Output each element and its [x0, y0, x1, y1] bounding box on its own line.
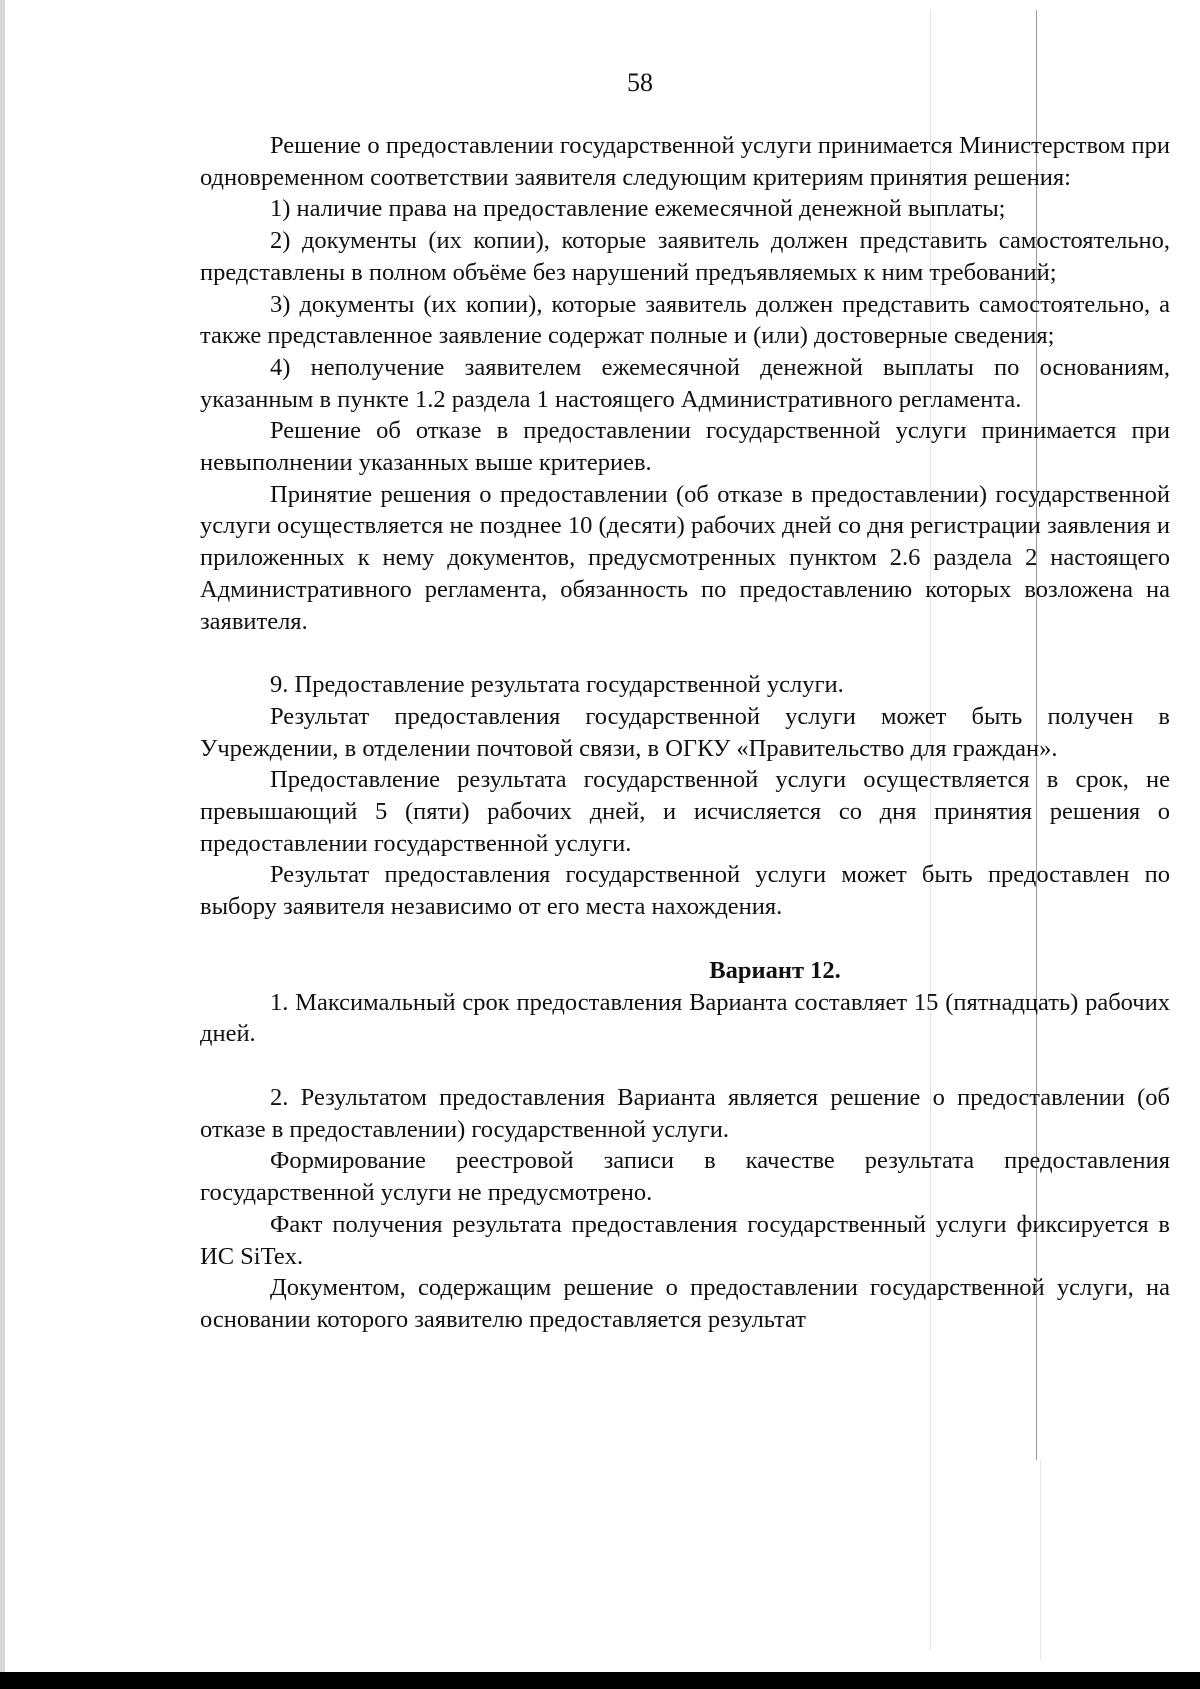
scan-bottom-border	[0, 1672, 1200, 1689]
paragraph: Формирование реестровой записи в качестве результата предоставления государственной услуги не предусмотрено.	[200, 1147, 1170, 1207]
paragraph: Результат предоставления государственной услуги может быть получен в Учреждении, в отделении почтовой связи, в ОГКУ «Правительство для граждан».	[200, 702, 1170, 762]
document-body	[200, 130, 1170, 1336]
paragraph: Принятие решения о предоставлении (об отказе в предоставлении) государственной услуги осуществляется не позднее 10 (десяти) рабочих дней со дня регистрации заявления и приложенных к нему документов, предусмотренных пунктом 2.6 раздела 2 настоящего Административного регламента, обязанность по предоставлению которых возложена на заявителя.	[200, 480, 1170, 635]
scan-edge	[0, 0, 5, 1689]
paragraph: Результат предоставления государственной услуги может быть предоставлен по выбору заявителя независимо от его места нахождения.	[200, 861, 1170, 921]
spacer	[200, 1050, 1170, 1082]
scan-artifact-line	[1040, 1460, 1041, 1660]
variant-heading: Вариант 12.	[709, 956, 841, 984]
paragraph: 1. Максимальный срок предоставления Варианта составляет 15 (пятнадцать) рабочих дней.	[200, 988, 1170, 1048]
paragraph: Решение об отказе в предоставлении государственной услуги принимается при невыполнении указанных выше критериев.	[200, 417, 1170, 477]
page-number: 58	[627, 68, 653, 97]
section-title: 9. Предоставление результата государственной услуги.	[270, 671, 844, 699]
spacer	[200, 923, 1170, 955]
paragraph: Документом, содержащим решение о предоставлении государственной услуги, на основании которого заявителю предоставляется результат	[200, 1274, 1170, 1333]
paragraph: Предоставление результата государственной услуги осуществляется в срок, не превышающий 5 (пяти) рабочих дней, и исчисляется со дня принятия решения о предоставлении государственной услуги.	[200, 766, 1170, 857]
spacer	[200, 637, 1170, 669]
paragraph: Факт получения результата предоставления государственный услуги фиксируется в ИС SiTex.	[200, 1210, 1170, 1270]
paragraph: Решение о предоставлении государственной услуги принимается Министерством при одновременном соответствии заявителя следующим критериям принятия решения:	[200, 132, 1170, 191]
list-item: 2) документы (их копии), которые заявитель должен представить самостоятельно, представлены в полном объёме без нарушений предъявляемых к ним требований;	[200, 227, 1170, 286]
list-item: 4) неполучение заявителем ежемесячной денежной выплаты по основаниям, указанным в пункте 1.2 раздела 1 настоящего Административного регламента.	[200, 353, 1170, 413]
list-item: 3) документы (их копии), которые заявитель должен представить самостоятельно, а также представленное заявление содержат полные и (или) достоверные сведения;	[200, 290, 1170, 350]
list-item: 1) наличие права на предоставление ежемесячной денежной выплаты;	[270, 195, 1006, 223]
paragraph: 2. Результатом предоставления Варианта является решение о предоставлении (об отказе в предоставлении) государственной услуги.	[200, 1083, 1170, 1143]
